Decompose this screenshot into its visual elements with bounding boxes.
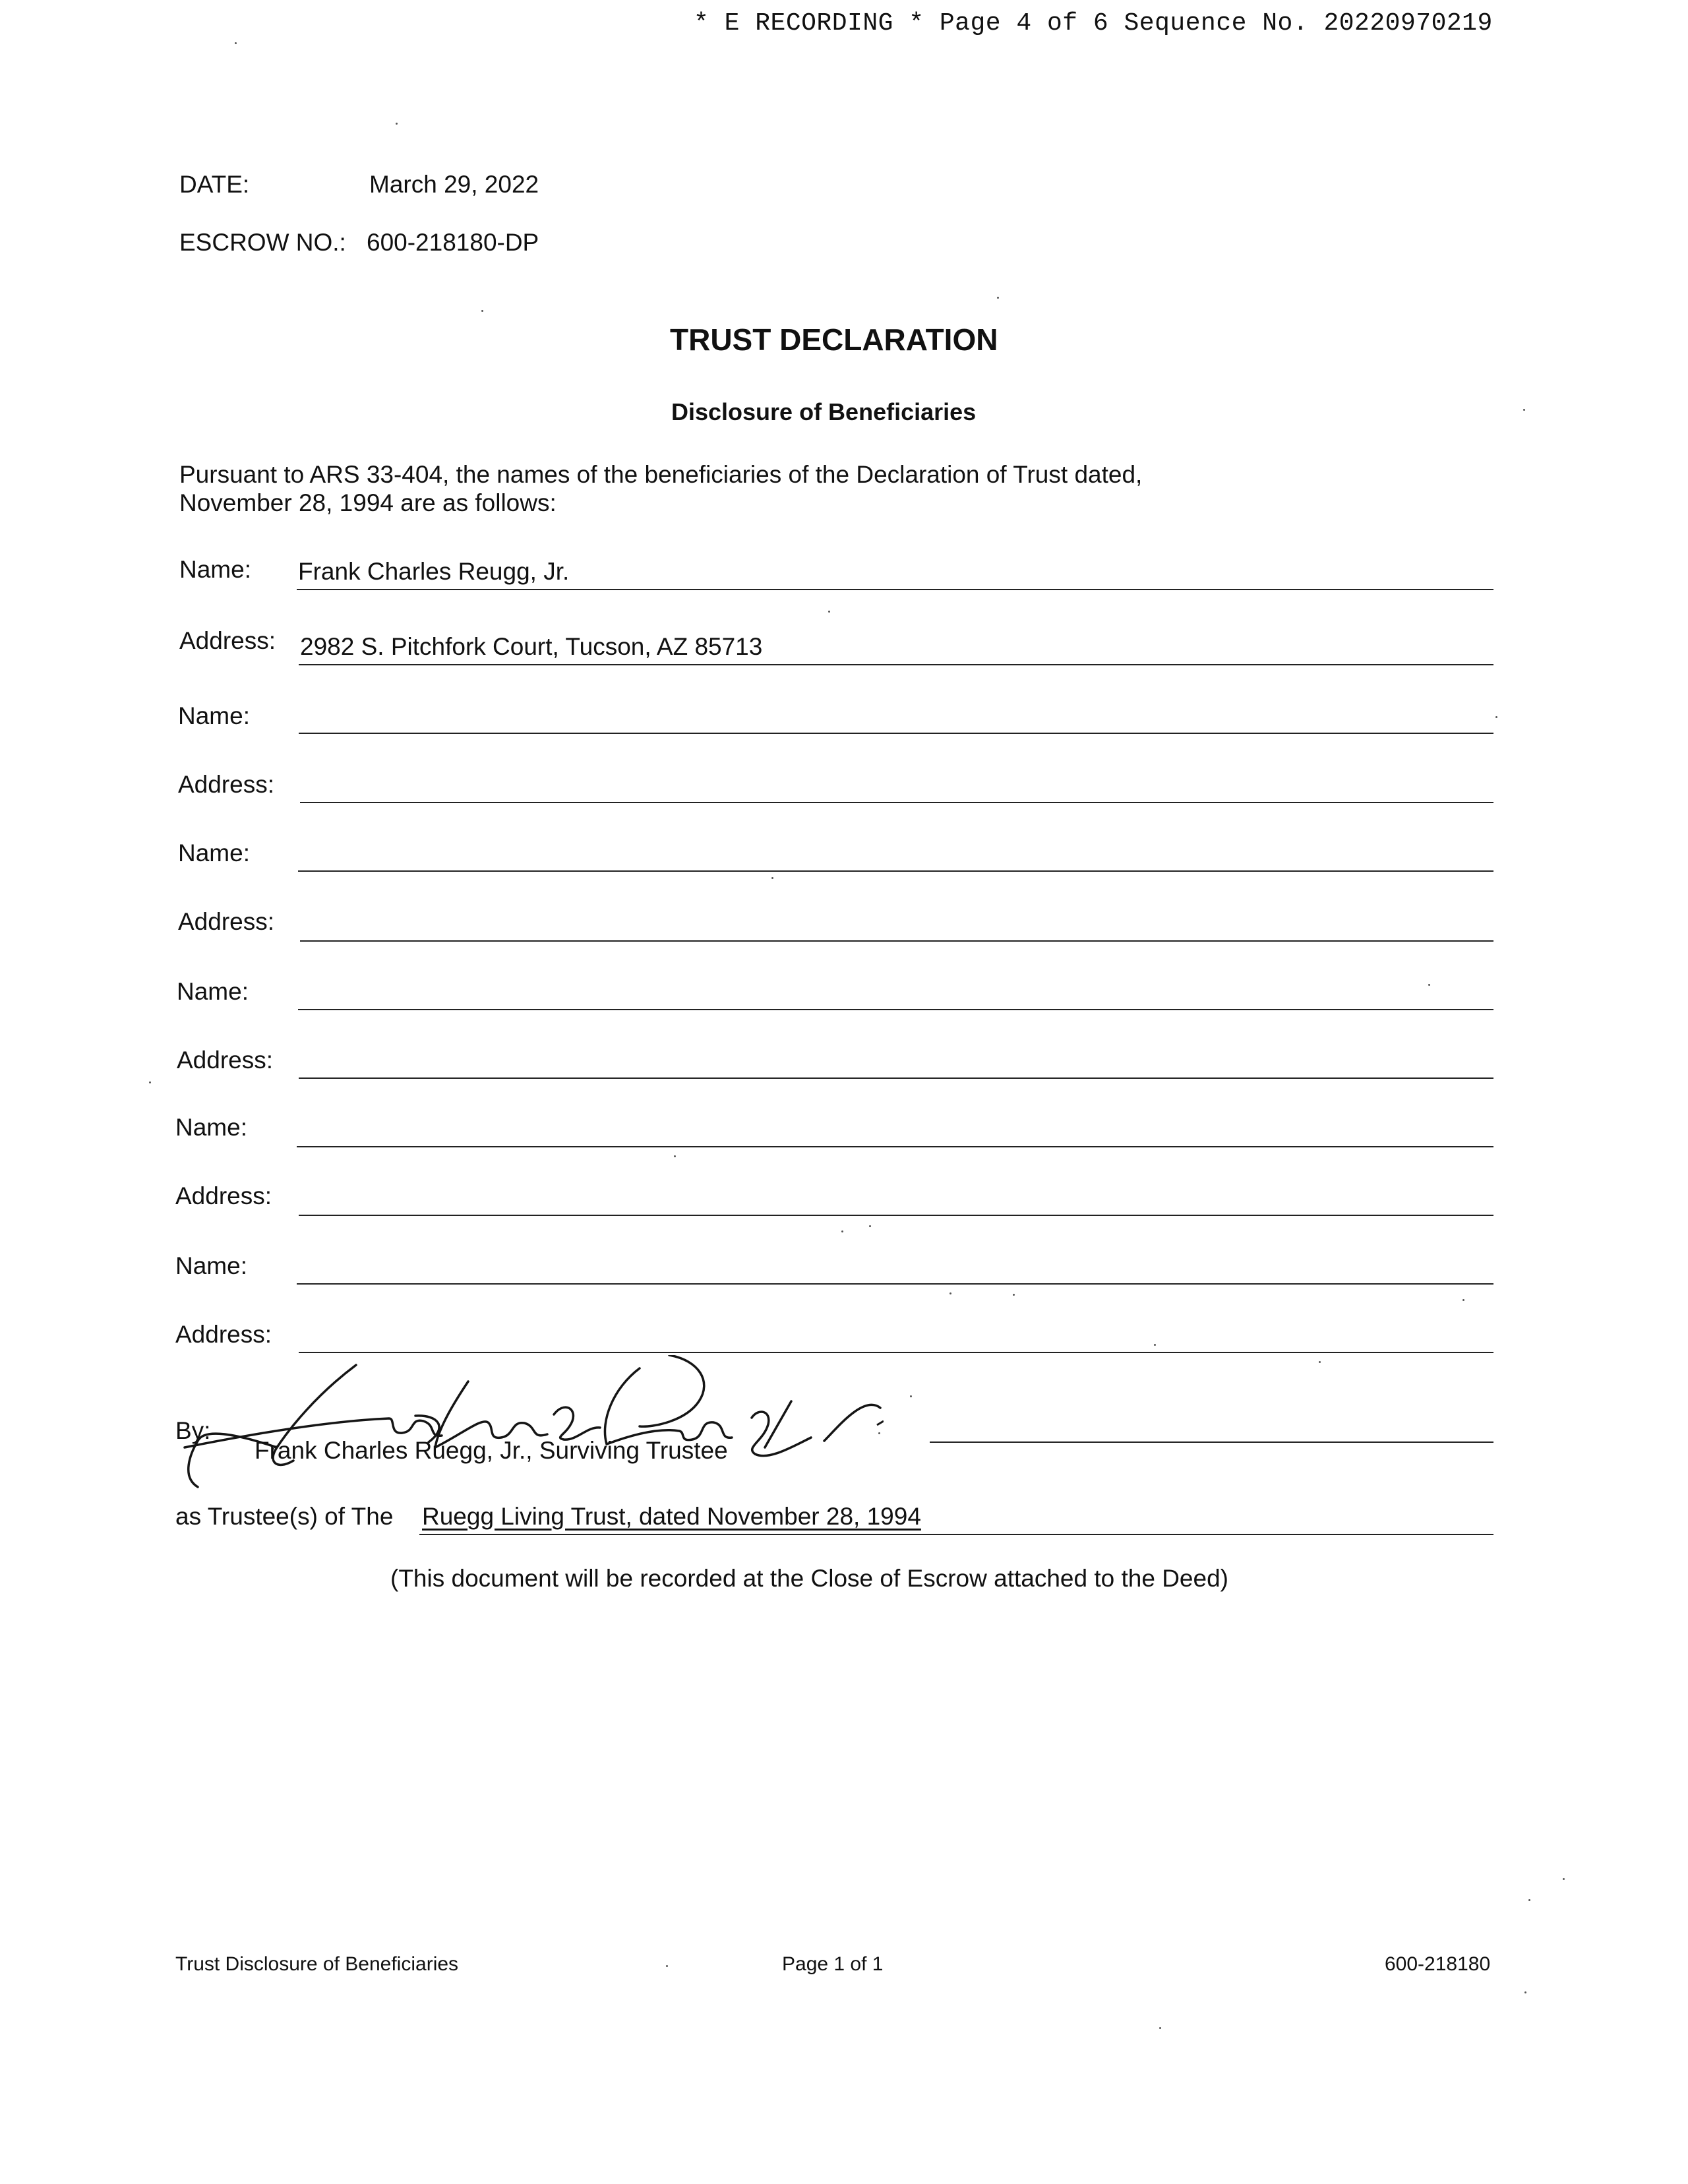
scan-speck	[950, 1292, 951, 1294]
name-label: Name:	[179, 556, 251, 583]
intro-line-1: Pursuant to ARS 33-404, the names of the beneficiaries of the Declaration of Trust dated,	[179, 461, 1143, 488]
scan-speck	[1319, 1361, 1321, 1363]
recording-note: (This document will be recorded at the Close of Escrow attached to the Deed)	[390, 1565, 1228, 1592]
scan-speck	[1528, 1899, 1530, 1901]
address-label: Address:	[178, 908, 275, 935]
date-label: DATE:	[179, 171, 250, 198]
scan-speck	[878, 1432, 880, 1434]
document-title: TRUST DECLARATION	[670, 322, 998, 357]
scan-speck	[1523, 409, 1525, 411]
scan-speck	[1154, 1344, 1156, 1346]
scan-speck	[910, 1395, 912, 1397]
scan-speck	[997, 297, 999, 299]
address-line	[300, 802, 1493, 803]
scan-speck	[1563, 1878, 1565, 1880]
name-line	[298, 1009, 1493, 1010]
scan-speck	[1495, 716, 1497, 718]
name-label: Name:	[178, 702, 250, 729]
address-label: Address:	[177, 1046, 274, 1074]
address-label: Address:	[175, 1182, 272, 1209]
scan-speck	[1013, 1294, 1015, 1296]
signature-line	[930, 1441, 1493, 1443]
date-value: March 29, 2022	[369, 171, 539, 198]
address-label: Address:	[178, 771, 275, 798]
beneficiary-name: Frank Charles Reugg, Jr.	[298, 558, 570, 585]
trustee-prefix: as Trustee(s) of The	[175, 1503, 394, 1530]
by-label: By:	[175, 1417, 211, 1444]
scan-speck	[481, 310, 483, 312]
footer-left: Trust Disclosure of Beneficiaries	[175, 1953, 459, 1975]
address-line	[299, 1077, 1493, 1079]
address-line	[300, 940, 1493, 942]
name-label: Name:	[175, 1114, 247, 1141]
address-label: Address:	[175, 1321, 272, 1348]
scan-speck	[1159, 2027, 1161, 2029]
name-line	[298, 870, 1493, 872]
name-line	[297, 589, 1493, 590]
name-label: Name:	[178, 839, 250, 866]
address-line	[299, 664, 1493, 665]
signer-name: Frank Charles Ruegg, Jr., Surviving Trustee	[255, 1437, 728, 1464]
signature-scrawl	[178, 1355, 884, 1494]
trust-line	[419, 1534, 1493, 1535]
intro-line-2: November 28, 1994 are as follows:	[179, 489, 557, 516]
name-label: Name:	[175, 1252, 247, 1279]
scan-speck	[396, 123, 398, 125]
document-subtitle: Disclosure of Beneficiaries	[671, 398, 977, 425]
scan-speck	[771, 877, 773, 879]
scan-speck	[1524, 1991, 1526, 1993]
recording-header: * E RECORDING * Page 4 of 6 Sequence No. 20220970219	[694, 9, 1493, 38]
escrow-value: 600-218180-DP	[367, 229, 539, 256]
address-label: Address:	[179, 627, 276, 654]
scan-speck	[841, 1230, 843, 1232]
scan-speck	[674, 1155, 676, 1157]
address-line	[299, 1352, 1493, 1353]
name-label: Name:	[177, 978, 249, 1005]
scan-speck	[828, 611, 830, 613]
address-line	[299, 1215, 1493, 1216]
scan-speck	[235, 42, 237, 44]
footer-page-number: Page 1 of 1	[782, 1953, 884, 1975]
footer-right: 600-218180	[1385, 1953, 1491, 1975]
trust-name: Ruegg Living Trust, dated November 28, 1994	[422, 1503, 921, 1530]
scan-speck	[666, 1965, 668, 1967]
scan-speck	[1428, 984, 1430, 986]
scan-speck	[869, 1225, 871, 1227]
name-line	[297, 1146, 1493, 1147]
escrow-label: ESCROW NO.:	[179, 229, 346, 256]
beneficiary-address: 2982 S. Pitchfork Court, Tucson, AZ 85713	[300, 633, 763, 660]
scan-speck	[1462, 1299, 1464, 1301]
name-line	[297, 1283, 1493, 1285]
name-line	[299, 733, 1493, 734]
scan-speck	[149, 1081, 151, 1083]
